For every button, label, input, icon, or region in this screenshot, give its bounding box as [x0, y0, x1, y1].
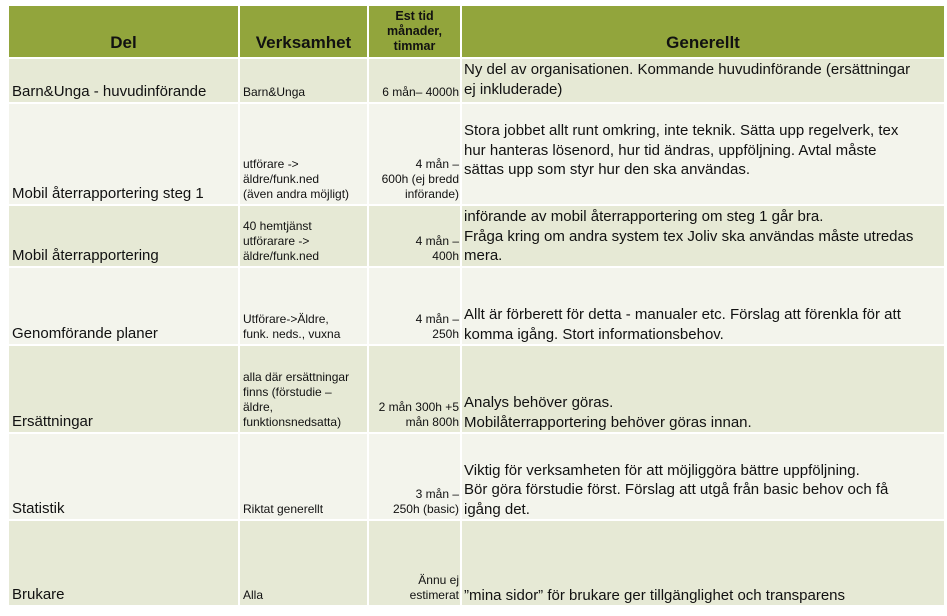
cell-del: Genomförande planer: [9, 267, 239, 345]
cell-verksamhet: Barn&Unga: [239, 58, 368, 103]
cell-del: Mobil återrapportering steg 1: [9, 103, 239, 205]
cell-generellt: Analys behöver göras. Mobilåterrapportering behöver göras innan.: [461, 345, 945, 433]
cell-est-tid: 2 mån 300h +5 mån 800h: [368, 345, 461, 433]
cell-verksamhet: Alla: [239, 520, 368, 606]
cell-generellt: införande av mobil återrapportering om steg 1 går bra. Fråga kring om andra system tex Joliv ska användas måste utredas mera.: [461, 205, 945, 267]
cell-verksamhet: alla där ersättningar finns (förstudie – äldre, funktionsnedsatta): [239, 345, 368, 433]
table-row: [9, 433, 945, 520]
header-row: [9, 6, 945, 58]
header-est-tid: Est tid månader, timmar: [368, 6, 461, 58]
cell-est-tid: Ännu ej estimerat: [368, 520, 461, 606]
cell-generellt: Stora jobbet allt runt omkring, inte teknik. Sätta upp regelverk, tex hur hanteras lösenord, hur tid ändras, uppföljning. Avtal måste sättas upp som styr hur den ska användas.: [461, 103, 945, 205]
cell-est-tid: 4 mån – 250h: [368, 267, 461, 345]
cell-del: Mobil återrapportering: [9, 205, 239, 267]
table-row: [9, 345, 945, 433]
cell-del: Ersättningar: [9, 345, 239, 433]
table-row: [9, 267, 945, 345]
cell-est-tid: 6 mån– 4000h: [368, 58, 461, 103]
header-generellt: Generellt: [461, 6, 945, 58]
cell-del: Statistik: [9, 433, 239, 520]
cell-generellt: Allt är förberett för detta - manualer etc. Förslag att förenkla för att komma igång. Stort informationsbehov.: [461, 267, 945, 345]
cell-del: Barn&Unga - huvudinförande: [9, 58, 239, 103]
cell-verksamhet: Utförare->Äldre, funk. neds., vuxna: [239, 267, 368, 345]
table-row: [9, 103, 945, 205]
header-verksamhet: Verksamhet: [239, 6, 368, 58]
header-del: Del: [9, 6, 239, 58]
cell-verksamhet: utförare -> äldre/funk.ned (även andra möjligt): [239, 103, 368, 205]
cell-verksamhet: 40 hemtjänst utförarare -> äldre/funk.ned: [239, 205, 368, 267]
table-row: [9, 205, 945, 267]
cell-generellt: Ny del av organisationen. Kommande huvudinförande (ersättningar ej inkluderade): [461, 58, 945, 103]
cell-generellt: Viktig för verksamheten för att möjliggöra bättre uppföljning. Bör göra förstudie först. Förslag att utgå från basic behov och få igång det.: [461, 433, 945, 520]
cell-generellt: ”mina sidor” för brukare ger tillgänglighet och transparens: [461, 520, 945, 606]
cell-verksamhet: Riktat generellt: [239, 433, 368, 520]
table-row: [9, 520, 945, 606]
cell-est-tid: 3 mån – 250h (basic): [368, 433, 461, 520]
cell-del: Brukare: [9, 520, 239, 606]
cell-est-tid: 4 mån – 600h (ej bredd införande): [368, 103, 461, 205]
project-table: [9, 6, 946, 607]
cell-est-tid: 4 mån – 400h: [368, 205, 461, 267]
table-row: [9, 58, 945, 103]
